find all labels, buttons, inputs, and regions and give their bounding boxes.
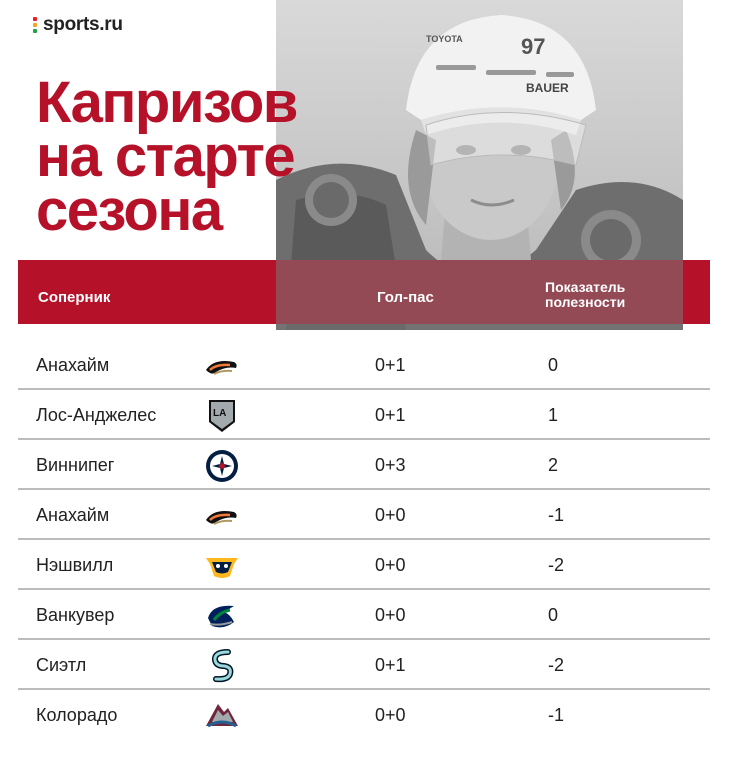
opponent-name: Нэшвилл bbox=[36, 555, 114, 575]
table-row bbox=[18, 640, 710, 690]
opponent-name: Анахайм bbox=[36, 355, 110, 375]
header-plus-minus bbox=[545, 280, 625, 310]
header-plus-minus-line-2: полезности bbox=[545, 294, 626, 310]
title-line-1: Капризов bbox=[36, 70, 297, 135]
goals-assists: 0+0 bbox=[375, 555, 406, 575]
canucks-logo-icon bbox=[204, 598, 240, 634]
table-row bbox=[18, 440, 710, 490]
opponent-name: Виннипег bbox=[36, 455, 115, 475]
ducks-logo-icon bbox=[204, 498, 240, 534]
opponent-name: Колорадо bbox=[36, 705, 118, 725]
opponent-name: Лос-Анджелес bbox=[36, 405, 157, 425]
helmet-sponsor: TOYOTA bbox=[426, 34, 463, 44]
avalanche-logo-icon bbox=[204, 698, 240, 734]
goals-assists: 0+0 bbox=[375, 605, 406, 625]
plus-minus: 0 bbox=[548, 605, 559, 625]
plus-minus: 0 bbox=[548, 355, 559, 375]
opponent-name: Анахайм bbox=[36, 505, 110, 525]
kings-logo-icon bbox=[204, 398, 240, 434]
brand-dots-icon bbox=[33, 17, 37, 33]
svg-text:LA: LA bbox=[213, 408, 227, 419]
ducks-logo-icon bbox=[204, 348, 240, 384]
predators-logo-icon bbox=[204, 548, 240, 584]
goals-assists: 0+0 bbox=[375, 505, 406, 525]
brand-logo[interactable] bbox=[33, 14, 123, 36]
goals-assists: 0+1 bbox=[375, 655, 406, 675]
table-row bbox=[18, 690, 710, 740]
jets-logo-icon bbox=[204, 448, 240, 484]
table-row bbox=[18, 390, 710, 440]
header-goals-assists: Гол-пас bbox=[377, 289, 434, 306]
header-plus-minus-line-1: Показатель bbox=[545, 279, 626, 295]
goals-assists: 0+0 bbox=[375, 705, 406, 725]
plus-minus: -1 bbox=[548, 705, 565, 725]
opponent-name: Ванкувер bbox=[36, 605, 115, 625]
table-row bbox=[18, 540, 710, 590]
kraken-logo-icon bbox=[204, 648, 240, 684]
table-body bbox=[18, 340, 710, 740]
jersey-number: 97 bbox=[521, 34, 546, 59]
goals-assists: 0+1 bbox=[375, 355, 406, 375]
plus-minus: -2 bbox=[548, 655, 565, 675]
table-row bbox=[18, 490, 710, 540]
plus-minus: 2 bbox=[548, 455, 559, 475]
plus-minus: -2 bbox=[548, 555, 565, 575]
plus-minus: 1 bbox=[548, 405, 559, 425]
title-line-2: на старте bbox=[36, 124, 295, 189]
header-opponent: Соперник bbox=[38, 289, 111, 306]
opponent-name: Сиэтл bbox=[36, 655, 87, 675]
table-row bbox=[18, 340, 710, 390]
goals-assists: 0+3 bbox=[375, 455, 406, 475]
title-line-3: сезона bbox=[36, 178, 222, 243]
table-row bbox=[18, 590, 710, 640]
helmet-brand: BAUER bbox=[526, 81, 569, 95]
page-title bbox=[36, 70, 297, 243]
goals-assists: 0+1 bbox=[375, 405, 406, 425]
plus-minus: -1 bbox=[548, 505, 565, 525]
brand-name: sports.ru bbox=[43, 14, 123, 35]
